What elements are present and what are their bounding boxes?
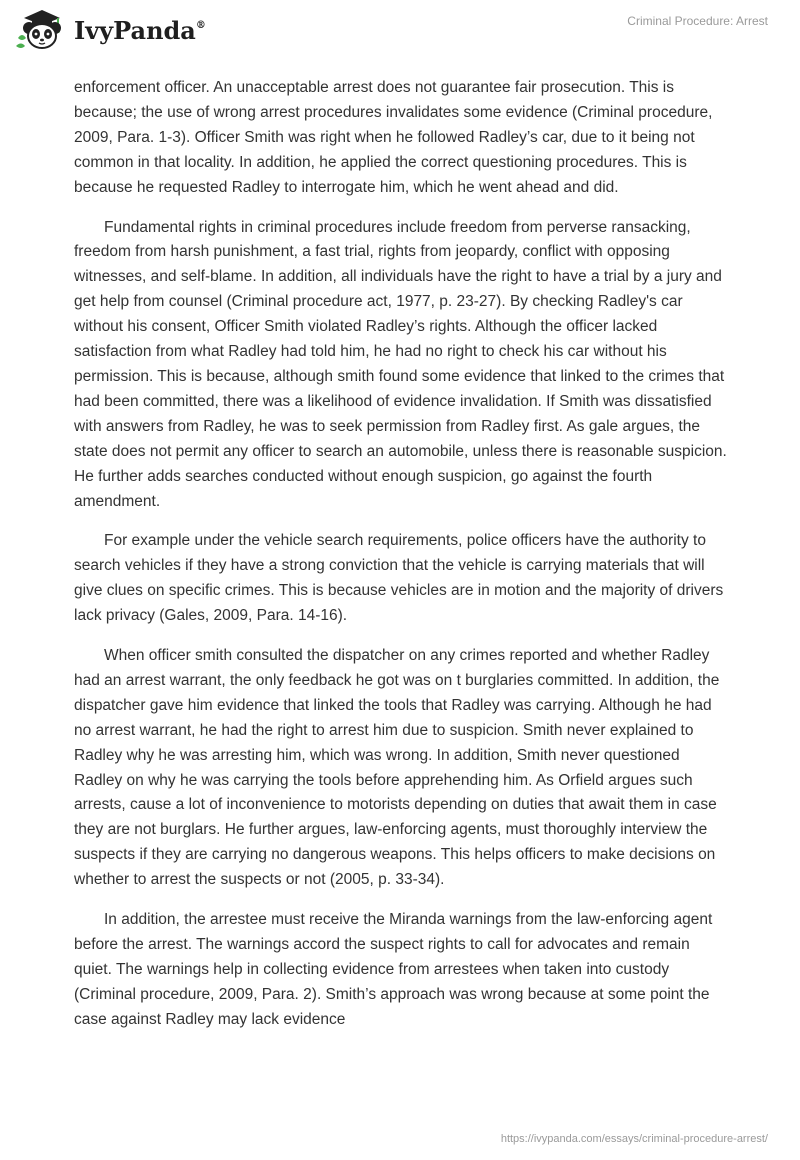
paragraph: When officer smith consulted the dispatcher on any crimes reported and whether Radley had an arrest warrant, the only feedback he got was on t burglaries committed. In addition, the dispatcher gave him evidence that linked the tools that Radley was carrying. Although he had no arrest warrant, he had the right to arrest him due to suspicion. Smith never explained to Radley why he was arresting him, which was wrong. In addition, Smith never questioned Radley on why he was carrying the tools before apprehending him. As Orfield argues such arrests, cause a lot of inconvenience to motorists depending on duties that await them in case they are not burglars. He further argues, law-enforcing agents, must thoroughly interview the suspects if they are carrying no dangerous weapons. This helps officers to make decisions on whether to arrest the suspects or not (2005, p. 33-34). <box>74 647 720 889</box>
paragraph: Fundamental rights in criminal procedures include freedom from perverse ransacking, freedom from harsh punishment, a fast trial, rights from jeopardy, conflict with opposing witnesses, and self-blame. In addition, all individuals have the right to have a trial by a jury and get help from counsel (Criminal procedure act, 1977, p. 23-27). By checking Radley's car without his consent, Officer Smith violated Radley’s rights. Although the officer lacked satisfaction from what Radley had told him, he had no right to check his car without his permission. This is because, although smith found some evidence that linked to the crimes that had been committed, there was a likelihood of evidence invalidation. If Smith was dissatisfied with answers from Radley, he was to seek permission from Radley first. As gale argues, the state does not permit any officer to search an automobile, unless there is reasonable suspicion. He further adds searches conducted without enough suspicion, go against the fourth amendment. <box>74 218 727 510</box>
brand-name: IvyPanda® <box>74 15 206 45</box>
panda-graduate-icon <box>12 8 70 52</box>
page-header <box>0 0 800 60</box>
source-url[interactable]: https://ivypanda.com/essays/criminal-procedure-arrest/ <box>500 1133 768 1145</box>
ivypanda-logo[interactable] <box>12 8 206 52</box>
essay-body <box>74 76 730 1048</box>
paragraph: enforcement officer. An unacceptable arrest does not guarantee fair prosecution. This is because; the use of wrong arrest procedures invalidates some evidence (Criminal procedure, 2009, Para. 1-3). Officer Smith was right when he followed Radley’s car, due to it being not common in that locality. In addition, he applied the correct questioning procedures. This is because he requested Radley to interrogate him, which he went ahead and did. <box>74 79 713 196</box>
paragraph: In addition, the arrestee must receive the Miranda warnings from the law-enforcing agent before the arrest. The warnings accord the suspect rights to call for advocates and remain quiet. The warnings help in collecting evidence from arrestees when taken into custody (Criminal procedure, 2009, Para. 2). Smith’s approach was wrong because at some point the case against Radley may lack evidence <box>74 911 713 1028</box>
paragraph: For example under the vehicle search requirements, police officers have the authority to search vehicles if they have a strong conviction that the vehicle is carrying materials that will give clues on specific crimes. This is because vehicles are in motion and the majority of drivers lack privacy (Gales, 2009, Para. 14-16). <box>74 532 724 625</box>
document-title: Criminal Procedure: Arrest <box>627 14 768 28</box>
